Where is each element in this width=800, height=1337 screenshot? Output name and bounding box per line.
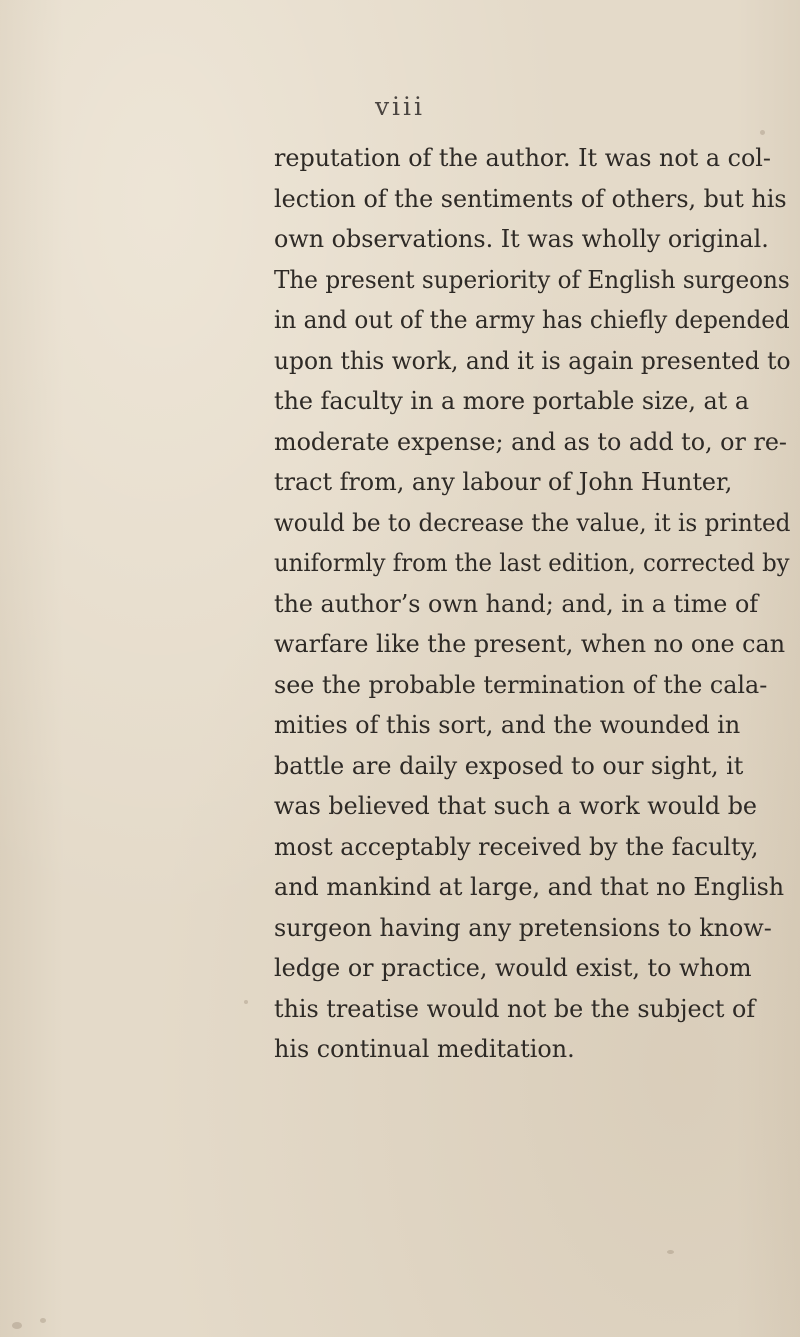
text-line: and mankind at large, and that no English [274, 873, 785, 901]
text-line: own observations. It was wholly original. [274, 225, 769, 253]
text-line: battle are daily exposed to our sight, it [274, 751, 744, 780]
text-line: The present superiority of English surgeons [274, 265, 790, 294]
text-line: tract from, any labour of John Hunter, [274, 468, 733, 496]
text-line: moderate expense; and as to add to, or re- [274, 427, 787, 456]
paper-speck [244, 1000, 248, 1004]
text-line: uniformly from the last edition, corrected by [274, 549, 790, 577]
text-line: would be to decrease the value, it is printed [274, 508, 791, 537]
text-line: in and out of the army has chiefly depended [274, 306, 790, 334]
text-line: warfare like the present, when no one can [274, 630, 786, 658]
text-line: was believed that such a work would be [274, 792, 758, 820]
text-line: lection of the sentiments of others, but his [274, 184, 787, 213]
text-line: reputation of the author. It was not a col- [274, 144, 771, 172]
text-line: the faculty in a more portable size, at a [274, 387, 750, 415]
text-line: the author’s own hand; and, in a time of [274, 589, 759, 618]
paper-speck [667, 1250, 674, 1254]
text-line: this treatise would not be the subject of [274, 994, 756, 1023]
paper-speck [40, 1318, 46, 1323]
page-number: viii [374, 92, 426, 121]
text-line: most acceptably received by the faculty, [274, 832, 759, 861]
body-text [274, 138, 794, 1070]
text-line: see the probable termination of the cala- [274, 670, 768, 699]
text-line: ledge or practice, would exist, to whom [274, 954, 752, 982]
paper-speck [12, 1322, 22, 1329]
text-line: surgeon having any pretensions to know- [274, 913, 772, 942]
text-line: his continual meditation. [274, 1035, 575, 1063]
paper-speck [760, 130, 765, 135]
text-line: mities of this sort, and the wounded in [274, 711, 741, 739]
text-line: upon this work, and it is again presented to [274, 346, 791, 375]
